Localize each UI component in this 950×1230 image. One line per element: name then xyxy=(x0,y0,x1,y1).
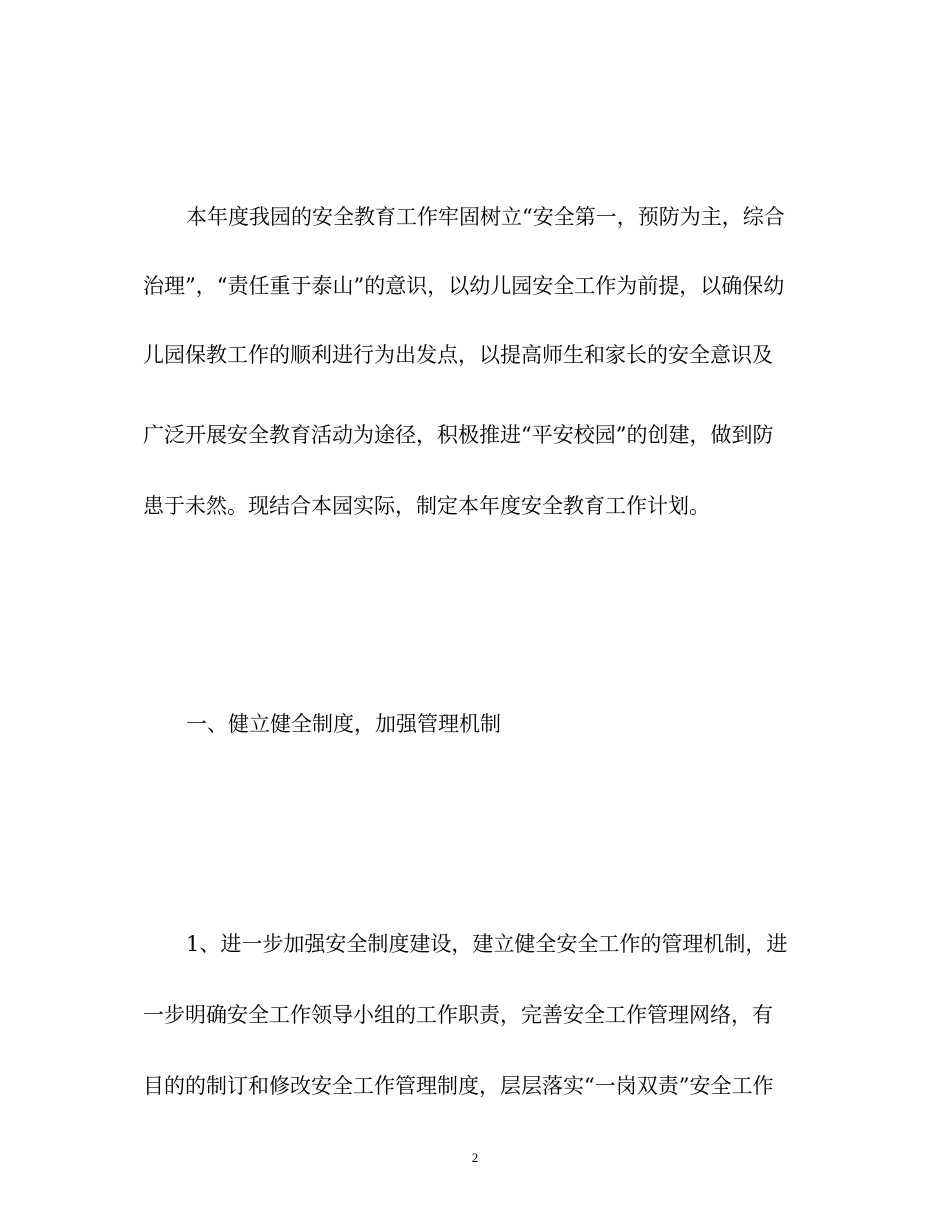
item-1-line-2: 一步明确安全工作领导小组的工作职责，完善安全工作管理网络，有 xyxy=(143,1003,773,1027)
item-1-line-1: 1、进一步加强安全制度建设，建立健全安全工作的管理机制，进 xyxy=(186,932,788,956)
section-heading: 一、健立健全制度，加强管理机制 xyxy=(186,712,501,736)
item-1-line-3: 目的的制订和修改安全工作管理制度，层层落实“一岗双责”安全工作 xyxy=(143,1074,774,1098)
intro-line-1: 本年度我园的安全教育工作牢固树立“安全第一，预防为主，综合 xyxy=(186,205,785,229)
page-number: 2 xyxy=(471,1150,479,1165)
intro-line-4: 广泛开展安全教育活动为途径，积极推进“平安校园”的创建，做到防 xyxy=(143,423,774,447)
intro-line-3: 儿园保教工作的顺利进行为出发点，以提高师生和家长的安全意识及 xyxy=(143,343,773,367)
intro-line-5: 患于未然。现结合本园实际，制定本年度安全教育工作计划。 xyxy=(143,494,710,518)
intro-line-2: 治理”，“责任重于泰山”的意识，以幼儿园安全工作为前提，以确保幼 xyxy=(143,274,785,298)
